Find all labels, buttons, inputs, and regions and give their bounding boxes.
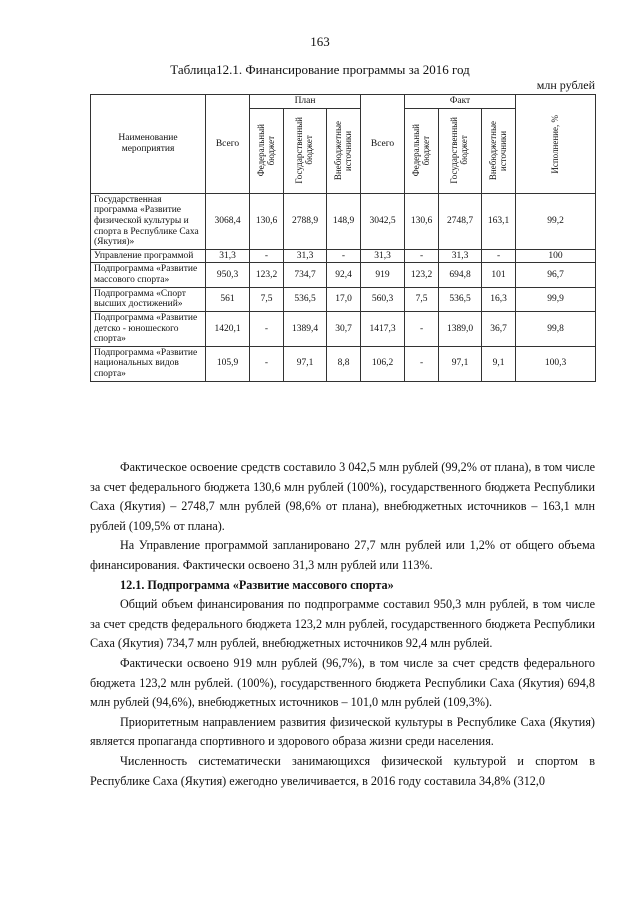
cell-fact-extra: 36,7 bbox=[482, 311, 516, 346]
table-row bbox=[91, 346, 596, 381]
cell-fact-total: 31,3 bbox=[361, 249, 405, 263]
header-fact-state: Государственный бюджет bbox=[439, 108, 482, 193]
table-caption: Таблица12.1. Финансирование программы за 2016 год bbox=[170, 62, 470, 77]
table-row bbox=[91, 263, 596, 287]
cell-plan-fed: 123,2 bbox=[250, 263, 284, 287]
cell-name: Подпрограмма «Развитие детско - юношеского спорта» bbox=[91, 311, 206, 346]
cell-fact-state: 1389,0 bbox=[439, 311, 482, 346]
header-plan-state: Государственный бюджет bbox=[284, 108, 327, 193]
cell-fact-extra: 163,1 bbox=[482, 193, 516, 249]
paragraph: На Управление программой запланировано 27,7 млн рублей или 1,2% от общего объема финансирования. Фактически освоено 31,3 млн рублей или 113%. bbox=[90, 538, 595, 572]
cell-fact-state: 2748,7 bbox=[439, 193, 482, 249]
cell-fact-fed: 7,5 bbox=[405, 287, 439, 311]
header-plan-total: Всего bbox=[206, 95, 250, 194]
paragraph: Фактическое освоение средств составило 3 042,5 млн рублей (99,2% от плана), в том числе за счет федерального бюджета 130,6 млн рублей (100%), государственного бюджета Республики Саха (Якутия) – 2748,7 млн рублей (98,6% от плана), внебюджетных источников – 163,1 млн рублей (109,5% от плана). bbox=[90, 460, 595, 533]
cell-fact-fed: - bbox=[405, 249, 439, 263]
page-number: 163 bbox=[310, 34, 330, 49]
paragraph: Общий объем финансирования по подпрограмме составил 950,3 млн рублей, в том числе за счет средств федерального бюджета 123,2 млн рублей, государственного бюджета Республики Саха (Якутия) 734,7 млн рублей, внебюджетных источников 92,4 млн рублей. bbox=[90, 597, 595, 651]
cell-plan-total: 1420,1 bbox=[206, 311, 250, 346]
header-execution: Исполнение, % bbox=[516, 95, 596, 194]
cell-plan-state: 1389,4 bbox=[284, 311, 327, 346]
cell-name: Подпрограмма «Развитие национальных видов спорта» bbox=[91, 346, 206, 381]
cell-fact-state: 31,3 bbox=[439, 249, 482, 263]
cell-plan-extra: 92,4 bbox=[327, 263, 361, 287]
cell-plan-extra: - bbox=[327, 249, 361, 263]
cell-fact-fed: 123,2 bbox=[405, 263, 439, 287]
cell-fact-total: 560,3 bbox=[361, 287, 405, 311]
cell-plan-total: 561 bbox=[206, 287, 250, 311]
cell-plan-total: 950,3 bbox=[206, 263, 250, 287]
header-plan: План bbox=[250, 95, 361, 109]
cell-plan-total: 105,9 bbox=[206, 346, 250, 381]
cell-fact-extra: 16,3 bbox=[482, 287, 516, 311]
paragraph: Численность систематически занимающихся физической культурой и спортом в Республике Саха (Якутия) ежегодно увеличивается, в 2016 году составила 34,8% (312,0 bbox=[90, 753, 595, 788]
cell-exec: 99,2 bbox=[516, 193, 596, 249]
header-name: Наименование мероприятия bbox=[91, 95, 206, 194]
cell-plan-state: 97,1 bbox=[284, 346, 327, 381]
section-heading: 12.1. Подпрограмма «Развитие массового спорта» bbox=[120, 577, 394, 592]
cell-plan-total: 3068,4 bbox=[206, 193, 250, 249]
header-plan-federal: Федеральный бюджет bbox=[250, 108, 284, 193]
cell-fact-total: 106,2 bbox=[361, 346, 405, 381]
cell-plan-state: 536,5 bbox=[284, 287, 327, 311]
header-fact-federal: Федеральный бюджет bbox=[405, 108, 439, 193]
cell-fact-total: 919 bbox=[361, 263, 405, 287]
table-row bbox=[91, 287, 596, 311]
cell-plan-fed: - bbox=[250, 346, 284, 381]
header-fact: Факт bbox=[405, 95, 516, 109]
cell-plan-extra: 8,8 bbox=[327, 346, 361, 381]
cell-fact-fed: - bbox=[405, 346, 439, 381]
cell-exec: 100 bbox=[516, 249, 596, 263]
cell-exec: 99,9 bbox=[516, 287, 596, 311]
financing-table bbox=[90, 94, 596, 382]
body-text bbox=[90, 458, 595, 791]
cell-plan-fed: - bbox=[250, 311, 284, 346]
header-fact-extra: Внебюджетные источники bbox=[482, 108, 516, 193]
table-row bbox=[91, 193, 596, 249]
cell-fact-extra: 101 bbox=[482, 263, 516, 287]
header-fact-total: Всего bbox=[361, 95, 405, 194]
table-body bbox=[91, 193, 596, 381]
cell-plan-state: 31,3 bbox=[284, 249, 327, 263]
cell-name: Подпрограмма «Развитие массового спорта» bbox=[91, 263, 206, 287]
cell-name: Управление программой bbox=[91, 249, 206, 263]
cell-exec: 99,8 bbox=[516, 311, 596, 346]
cell-name: Государственная программа «Развитие физической культуры и спорта в Республике Саха (Якутия)» bbox=[91, 193, 206, 249]
table-row bbox=[91, 249, 596, 263]
cell-fact-extra: - bbox=[482, 249, 516, 263]
cell-fact-fed: 130,6 bbox=[405, 193, 439, 249]
cell-fact-fed: - bbox=[405, 311, 439, 346]
cell-plan-fed: 7,5 bbox=[250, 287, 284, 311]
cell-fact-total: 1417,3 bbox=[361, 311, 405, 346]
cell-fact-total: 3042,5 bbox=[361, 193, 405, 249]
cell-name: Подпрограмма «Спорт высших достижений» bbox=[91, 287, 206, 311]
table-row bbox=[91, 311, 596, 346]
cell-plan-fed: 130,6 bbox=[250, 193, 284, 249]
paragraph: Фактически освоено 919 млн рублей (96,7%), в том числе за счет средств федерального бюджета 123,2 млн рублей. (100%), государственного бюджета Республики Саха (Якутия) 694,8 млн рублей (94,6%), внебюджетных источников – 101,0 млн рублей (109,3%). bbox=[90, 655, 595, 710]
header-plan-extra: Внебюджетные источники bbox=[327, 108, 361, 193]
cell-fact-state: 536,5 bbox=[439, 287, 482, 311]
cell-plan-state: 2788,9 bbox=[284, 193, 327, 249]
cell-exec: 100,3 bbox=[516, 346, 596, 381]
cell-fact-state: 97,1 bbox=[439, 346, 482, 381]
cell-exec: 96,7 bbox=[516, 263, 596, 287]
cell-plan-extra: 17,0 bbox=[327, 287, 361, 311]
cell-plan-extra: 148,9 bbox=[327, 193, 361, 249]
cell-plan-state: 734,7 bbox=[284, 263, 327, 287]
cell-plan-total: 31,3 bbox=[206, 249, 250, 263]
cell-plan-fed: - bbox=[250, 249, 284, 263]
cell-plan-extra: 30,7 bbox=[327, 311, 361, 346]
cell-fact-state: 694,8 bbox=[439, 263, 482, 287]
paragraph: Приоритетным направлением развития физической культуры в Республике Саха (Якутия) является пропаганда спортивного и здорового образа жизни среди населения. bbox=[90, 714, 595, 749]
cell-fact-extra: 9,1 bbox=[482, 346, 516, 381]
units-label: млн рублей bbox=[536, 78, 595, 92]
